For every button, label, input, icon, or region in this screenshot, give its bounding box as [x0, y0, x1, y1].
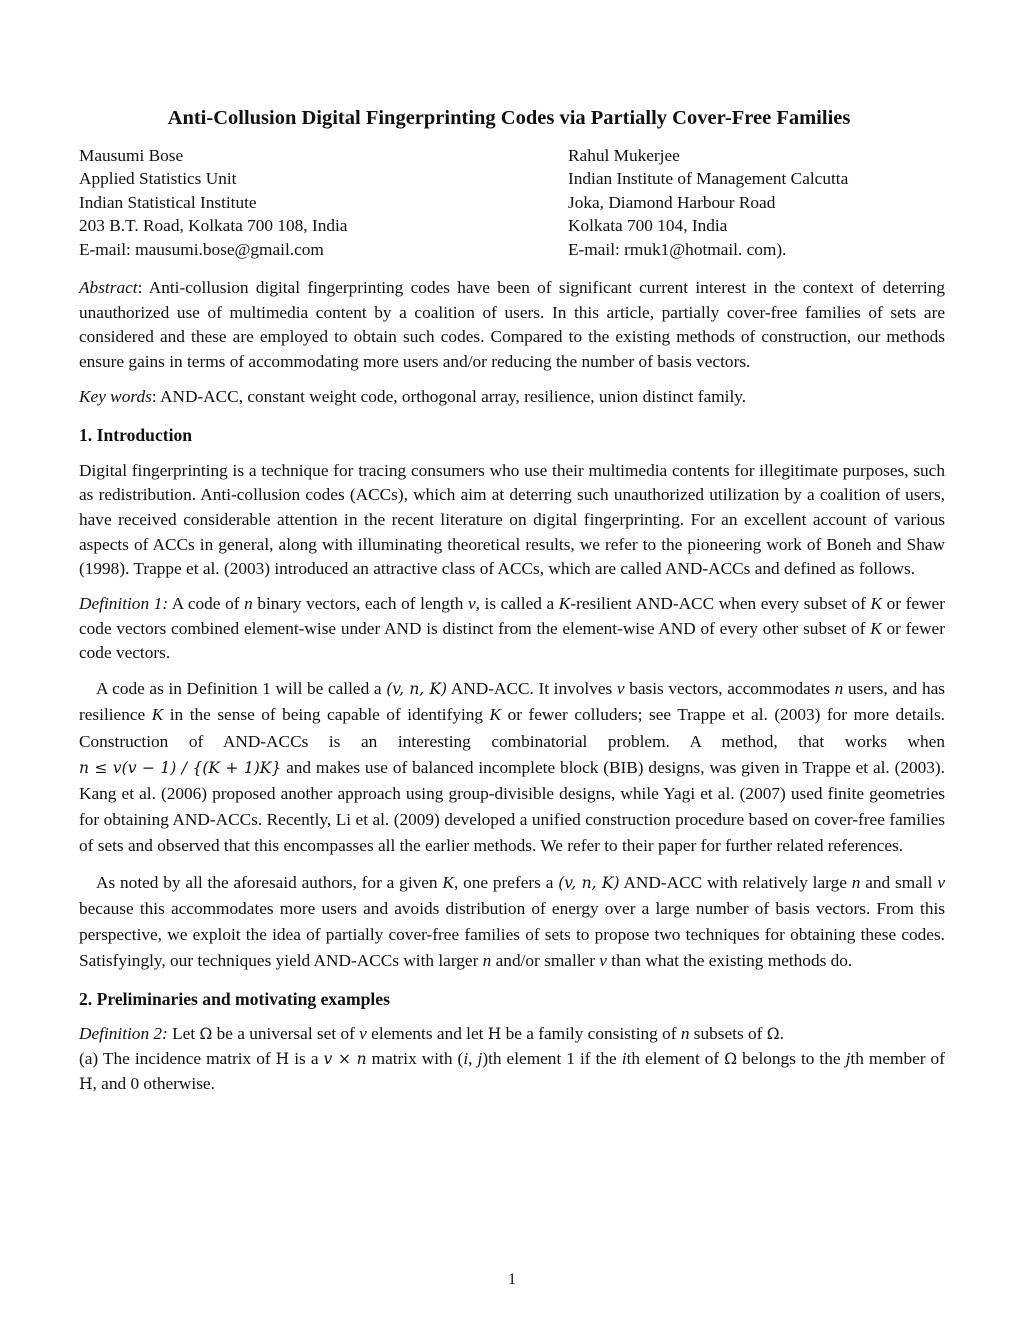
definition-2a: (a) The incidence matrix of H is a v × n matrix with (i, j)th element 1 if the ith element of Ω belongs to the jth member of H, and 0 otherwise.: [79, 1049, 945, 1093]
paragraph-motivation: As noted by all the aforesaid authors, for a given K, one prefers a (v, n, K) AND-ACC with relatively large n and small v because this accommodates more users and avoids distribution of energy over a large number of basis vectors. From this perspective, we exploit the idea of partially cover-free families of sets to propose two techniques for obtaining these codes. Satisfyingly, our techniques yield AND-ACCs with larger n and/or smaller v than what the existing methods do.: [79, 872, 945, 971]
math-omega: Ω: [199, 1025, 213, 1044]
definition-1: Definition 1: A code of n binary vectors, each of length v, is called a K-resilient AND-ACC when every subset of K or fewer code vectors combined element-wise under AND is distinct from the element-wise AND of every other subset of K or fewer code vectors.: [79, 594, 945, 663]
author-1: [79, 144, 568, 261]
math-v-times-n: v × n: [323, 1050, 367, 1069]
author-2-name: Rahul Mukerjee: [568, 146, 680, 165]
definition-2: Definition 2: Let Ω be a universal set of v elements and let H be a family consisting of n subsets of Ω.: [79, 1024, 784, 1044]
math-vnk: (v, n, K): [386, 680, 448, 699]
author-1-institute: Indian Statistical Institute: [79, 192, 257, 212]
author-2-email: E-mail: rmuk1@hotmail. com).: [568, 239, 787, 259]
abstract: [79, 276, 945, 375]
author-1-affiliation: Applied Statistics Unit: [79, 169, 237, 189]
author-2-address: Kolkata 700 104, India: [568, 216, 728, 236]
section-2-heading: 2. Preliminaries and motivating examples: [79, 989, 390, 1010]
author-2-affiliation: Indian Institute of Management Calcutta: [568, 169, 849, 189]
math-H: H: [487, 1025, 502, 1044]
paper-title: Anti-Collusion Digital Fingerprinting Codes via Partially Cover-Free Families: [167, 107, 851, 129]
author-2-institute: Joka, Diamond Harbour Road: [568, 192, 776, 212]
paper-page: [79, 104, 945, 1097]
author-1-address: 203 B.T. Road, Kolkata 700 108, India: [79, 216, 348, 236]
abstract-label: Abstract: [79, 278, 138, 298]
author-2: [568, 144, 848, 261]
math-vnk-2: (v, n, K): [558, 873, 620, 892]
author-block: [79, 144, 945, 261]
page-number: 1: [508, 1271, 516, 1288]
section-1-heading: 1. Introduction: [79, 424, 193, 445]
keywords: [79, 385, 945, 410]
math-bib-condition: n ≤ v(v − 1) / {(K + 1)K}: [79, 758, 282, 777]
keywords-label: Key words: [79, 386, 152, 406]
author-1-name: Mausumi Bose: [79, 146, 184, 165]
intro-paragraph: Digital fingerprinting is a technique for tracing consumers who use their multimedia contents for illegitimate purposes, such as redistribution. Anti-collusion codes (ACCs), which aim at deterring such unauthorized utilization by a coalition of users, have received considerable attention in the recent literature on digital fingerprinting. For an excellent account of various aspects of ACCs in general, along with illuminating theoretical results, we refer to the pioneering work of Boneh and Shaw (1998). Trappe et al. (2003) introduced an attractive class of ACCs, which are called AND-ACCs and defined as follows.: [79, 460, 945, 579]
paragraph-and-acc: A code as in Definition 1 will be called a (v, n, K) AND-ACC. It involves v basis vectors, accommodates n users, and has resilience K in the sense of being capable of identifying K or fewer colluders; see Trappe et al. (2003) for more details. Construction of AND-ACCs is an interesting combinatorial problem. A method, that works when n ≤ v(v − 1) / {(K + 1)K} and makes use of balanced incomplete block (BIB) designs, was given in Trappe et al. (2003). Kang et al. (2006) proposed another approach using group-divisible designs, while Yagi et al. (2007) used finite geometries for obtaining AND-ACCs. Recently, Li et al. (2009) developed a unified construction procedure based on cover-free families of sets and observed that this encompasses all the earlier methods. We refer to their paper for further related references.: [79, 679, 946, 856]
abstract-text: : Anti-collusion digital fingerprinting codes have been of significant current interest in the context of deterring unauthorized use of multimedia content by a coalition of users. In this article, partially cover-free families of sets are considered and these are employed to obtain such codes. Compared to the existing methods of construction, our methods ensure gains in terms of accommodating more users and/or reducing the number of basis vectors.: [79, 278, 945, 372]
author-1-email: E-mail: mausumi.bose@gmail.com: [79, 239, 324, 259]
keywords-text: : AND-ACC, constant weight code, orthogonal array, resilience, union distinct family.: [151, 386, 747, 406]
